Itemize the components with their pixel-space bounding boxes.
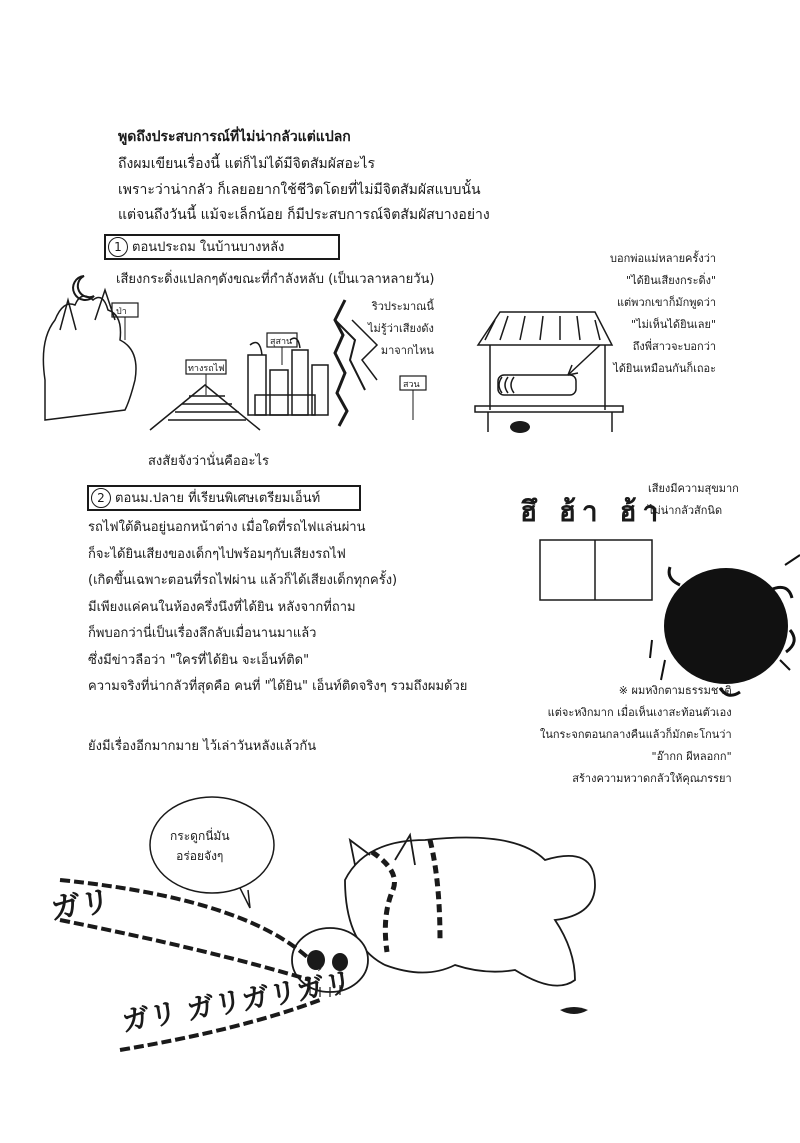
intro-title: พูดถึงประสบการณ์ที่ไม่น่ากลัวแต่แปลก (118, 129, 351, 145)
section1-note-middle: ริวประมาณนี้ ไม่รู้ว่าเสียงดัง มาจากไหน (368, 300, 434, 357)
dog-icon (345, 835, 595, 986)
intro-line-2: เพราะว่าน่ากลัว ก็เลยอยากใช้ชีวิตโดยที่ไม่มีจิตสัมผัสแบบนั้น (118, 182, 481, 198)
intro-line-3: แต่จนถึงวันนี้ แม้จะเล็กน้อย ก็มีประสบการณ์จิตสัมผัสบางอย่าง (118, 207, 490, 223)
speech-bubble-text: กระดูกนี่มัน อร่อยจังๆ (170, 829, 230, 863)
section1-note-right: บอกพ่อแม่หลายครั้งว่า "ได้ยินเสียงกระดิ่ง" แต่พวกเขาก็มักพูดว่า "ไม่เห็นได้ยินเลย" ถึงพี่สาวจะบอกว่า ได้ยินเหมือนกันก็เถอะ (610, 252, 717, 375)
section2-sfx: ฮึ ฮ้า ฮ้า (520, 495, 665, 528)
section1-caption: สงสัยจังว่านั่นคืออะไร (148, 454, 269, 469)
sfx-bottom-2: ガリ ガリガリガリ (119, 964, 355, 1038)
intro-line-1: ถึงผมเขียนเรื่องนี้ แต่ก็ไม่ได้มีจิตสัมผัสอะไร (118, 156, 375, 172)
section1-heading-text: ตอนประถม ในบ้านบางหลัง (132, 240, 285, 255)
closing-text: ยังมีเรื่องอีกมากมาย ไว้เล่าวันหลังแล้วกัน (88, 739, 317, 754)
sign-railway: ทางรถไฟ (188, 364, 225, 374)
section2-note-top-right: เสียงมีความสุขมาก ไม่น่ากลัวสักนิด (648, 482, 739, 517)
sign-garden: สวน (403, 380, 420, 390)
section2-note-bottom-right: ※ ผมหงิกตามธรรมชาติ แต่จะหงิกมาก เมื่อเห็นเงาสะท้อนตัวเอง ในกระจกตอนกลางคืนแล้วก็มักตะโกนว่า "อ๊ากก ผีหลอกก" สร้างความหวาดกลัวให้คุณภรรยา (540, 684, 732, 785)
section2-heading-text: ตอนม.ปลาย ที่เรียนพิเศษเตรียมเอ็นท์ (115, 491, 321, 506)
section1-number: 1 (108, 237, 128, 257)
section1-subtitle: เสียงกระดิ่งแปลกๆดังขณะที่กำลังหลับ (เป็นเวลาหลายวัน) (116, 272, 435, 287)
sign-cemetery: สุสาน (270, 337, 293, 347)
section2-body: รถไฟใต้ดินอยู่นอกหน้าต่าง เมื่อใดที่รถไฟแล่นผ่าน ก็จะได้ยินเสียงของเด็กๆไปพร้อมๆกับเสียงรถไฟ (เกิดขึ้นเฉพาะตอนที่รถไฟผ่าน แล้วก็ได้เสียงเด็กทุกครั้ง) มีเพียงแค่คนในห้องครึ่งนึงที่ได้ยิน หลังจากที่ถาม ก็พบอกว่านี่เป็นเรื่องลึกลับเมื่อนานมาแล้ว ซึ่งมีข่าวลือว่า "ใครที่ได้ยิน จะเอ็นท์ติด" ความจริงที่น่ากลัวที่สุดคือ คนที่ "ได้ยิน" เอ็นท์ติดจริงๆ รวมถึงผมด้วย (88, 520, 468, 694)
caterpillar-icon (560, 1007, 588, 1014)
sign-forest: ป่า (116, 307, 127, 317)
sfx-bottom-1: ガリ (48, 883, 113, 927)
section2-number: 2 (91, 488, 111, 508)
